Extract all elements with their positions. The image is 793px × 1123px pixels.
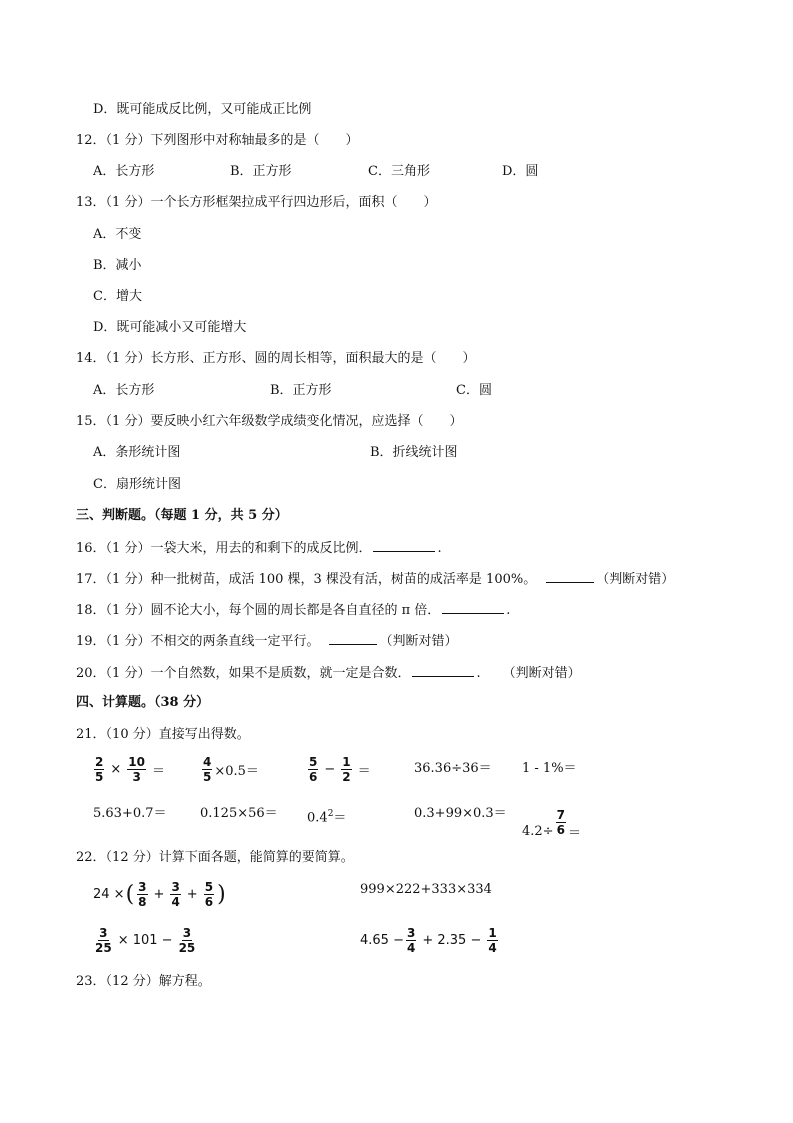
q19	[76, 632, 457, 650]
q18-answer-blank[interactable]	[442, 601, 504, 614]
q20-tail: （判断对错）	[502, 666, 581, 681]
fraction: $\frac{3}{25}$	[95, 926, 112, 955]
q18-text: 18．（1 分）圆不论大小，每个圆的周长都是各自直径的 π 倍．	[76, 603, 441, 618]
fraction: $\frac{7}{6}$	[556, 808, 565, 837]
q21-expr-6: 5.63+0.7＝	[93, 806, 167, 821]
q13-stem: 13．（1 分）一个长方形框架拉成平行四边形后，面积（ ）	[76, 195, 437, 210]
q13-option-c: C．增大	[93, 289, 142, 304]
q16-tail: .	[437, 541, 442, 556]
q20-text: 20．（1 分）一个自然数，如果不是质数，就一定是合数．	[76, 666, 411, 681]
q20-answer-blank[interactable]	[412, 664, 474, 677]
q19-answer-blank[interactable]	[329, 632, 377, 645]
q11-option-d: D．既可能成反比例，又可能成正比例	[93, 102, 312, 117]
fraction: $\frac{3}{4}$	[171, 880, 180, 909]
q21-expr-2: $\frac{4}{5}$ ×0.5＝	[203, 755, 259, 784]
q13-option-a: A．不变	[93, 227, 142, 242]
q12-option-a: A．长方形	[93, 164, 155, 179]
q21-stem: 21．（10 分）直接写出得数。	[76, 727, 250, 742]
q17-text: 17．（1 分）种一批树苗，成活 100 棵，3 棵没有活，树苗的成活率是 100%。	[76, 572, 537, 587]
section-4-title: 四、计算题。（38 分）	[76, 695, 210, 710]
q12-option-c: C．三角形	[368, 164, 430, 179]
fraction: 5 6	[309, 755, 318, 784]
q14-option-a: A．长方形	[93, 383, 155, 398]
q13-option-d: D．既可能减小又可能增大	[93, 320, 247, 335]
q21-expr-3: 5 6 − $\frac{1}{2}$ ＝	[309, 755, 371, 784]
q16-answer-blank[interactable]	[373, 539, 435, 552]
q12-option-d: D．圆	[502, 164, 539, 179]
q22-calc-1: 24 × ( 3 8 + $\frac{3}{4}$ + $\frac{5}{6}$ )	[93, 880, 226, 909]
q17-answer-blank[interactable]	[546, 570, 594, 583]
q21-expr-8: $0.4^2=$	[307, 809, 347, 826]
q13-option-b: B．减小	[93, 258, 142, 273]
q20-period: .	[476, 666, 481, 681]
q16-text: 16．（1 分）一袋大米，用去的和剩下的成反比例．	[76, 541, 372, 556]
q14-option-b: B．正方形	[270, 383, 332, 398]
q22-calc-4: 4.65 − $\frac{3}{4}$ + 2.35 − $\frac{1}{4}$	[360, 926, 497, 955]
q21-expr-7: 0.125×56＝	[200, 806, 278, 821]
fraction: $\frac{1}{4}$	[488, 926, 497, 955]
q22-calc-3: $\frac{3}{25}$ × 101 − $\frac{3}{25}$	[95, 926, 196, 955]
section-3-title: 三、判断题。（每题 1 分，共 5 分）	[76, 508, 288, 523]
q21-expr-10: 4.2÷ $\frac{7}{6}$ ＝	[522, 808, 581, 841]
fraction: $\frac{10}{3}$	[128, 755, 145, 784]
q21-expr-9: 0.3+99×0.3＝	[414, 806, 507, 821]
q15-option-b: B．折线统计图	[370, 445, 458, 460]
q15-option-a: A．条形统计图	[93, 445, 181, 460]
q21-expr-1: $\frac{2}{5}$ × $\frac{10}{3}$ ＝	[95, 755, 165, 784]
q14-option-c: C．圆	[456, 383, 492, 398]
q12-option-b: B．正方形	[230, 164, 292, 179]
q18	[76, 601, 510, 619]
q22-stem: 22．（12 分）计算下面各题，能简算的要简算。	[76, 850, 354, 865]
q15-stem: 15．（1 分）要反映小红六年级数学成绩变化情况，应选择（ ）	[76, 414, 463, 429]
fraction: $\frac{3}{4}$	[406, 926, 416, 955]
fraction: $\frac{4}{5}$	[203, 755, 212, 784]
q20	[76, 664, 581, 682]
q18-tail: .	[506, 603, 511, 618]
q22-calc-2: 999×222+333×334	[360, 882, 492, 897]
fraction: $\frac{3}{25}$	[178, 926, 196, 955]
fraction: $\frac{2}{5}$	[95, 755, 104, 784]
q12-stem: 12．（1 分）下列图形中对称轴最多的是（ ）	[76, 133, 359, 148]
q14-stem: 14．（1 分）长方形、正方形、圆的周长相等，面积最大的是（ ）	[76, 351, 476, 366]
q17	[76, 570, 674, 588]
q17-tail: （判断对错）	[596, 572, 675, 587]
q19-text: 19．（1 分）不相交的两条直线一定平行。	[76, 634, 320, 649]
fraction: 3 8	[138, 880, 147, 909]
q23-stem: 23．（12 分）解方程。	[76, 974, 211, 989]
q15-option-c: C．扇形统计图	[93, 477, 181, 492]
fraction: $\frac{1}{2}$	[342, 755, 351, 784]
q19-tail: （判断对错）	[379, 634, 458, 649]
q21-expr-4: 36.36÷36＝	[414, 761, 492, 776]
fraction: $\frac{5}{6}$	[204, 880, 214, 909]
q21-expr-5: 1 - 1%＝	[522, 761, 577, 776]
q16	[76, 539, 442, 557]
